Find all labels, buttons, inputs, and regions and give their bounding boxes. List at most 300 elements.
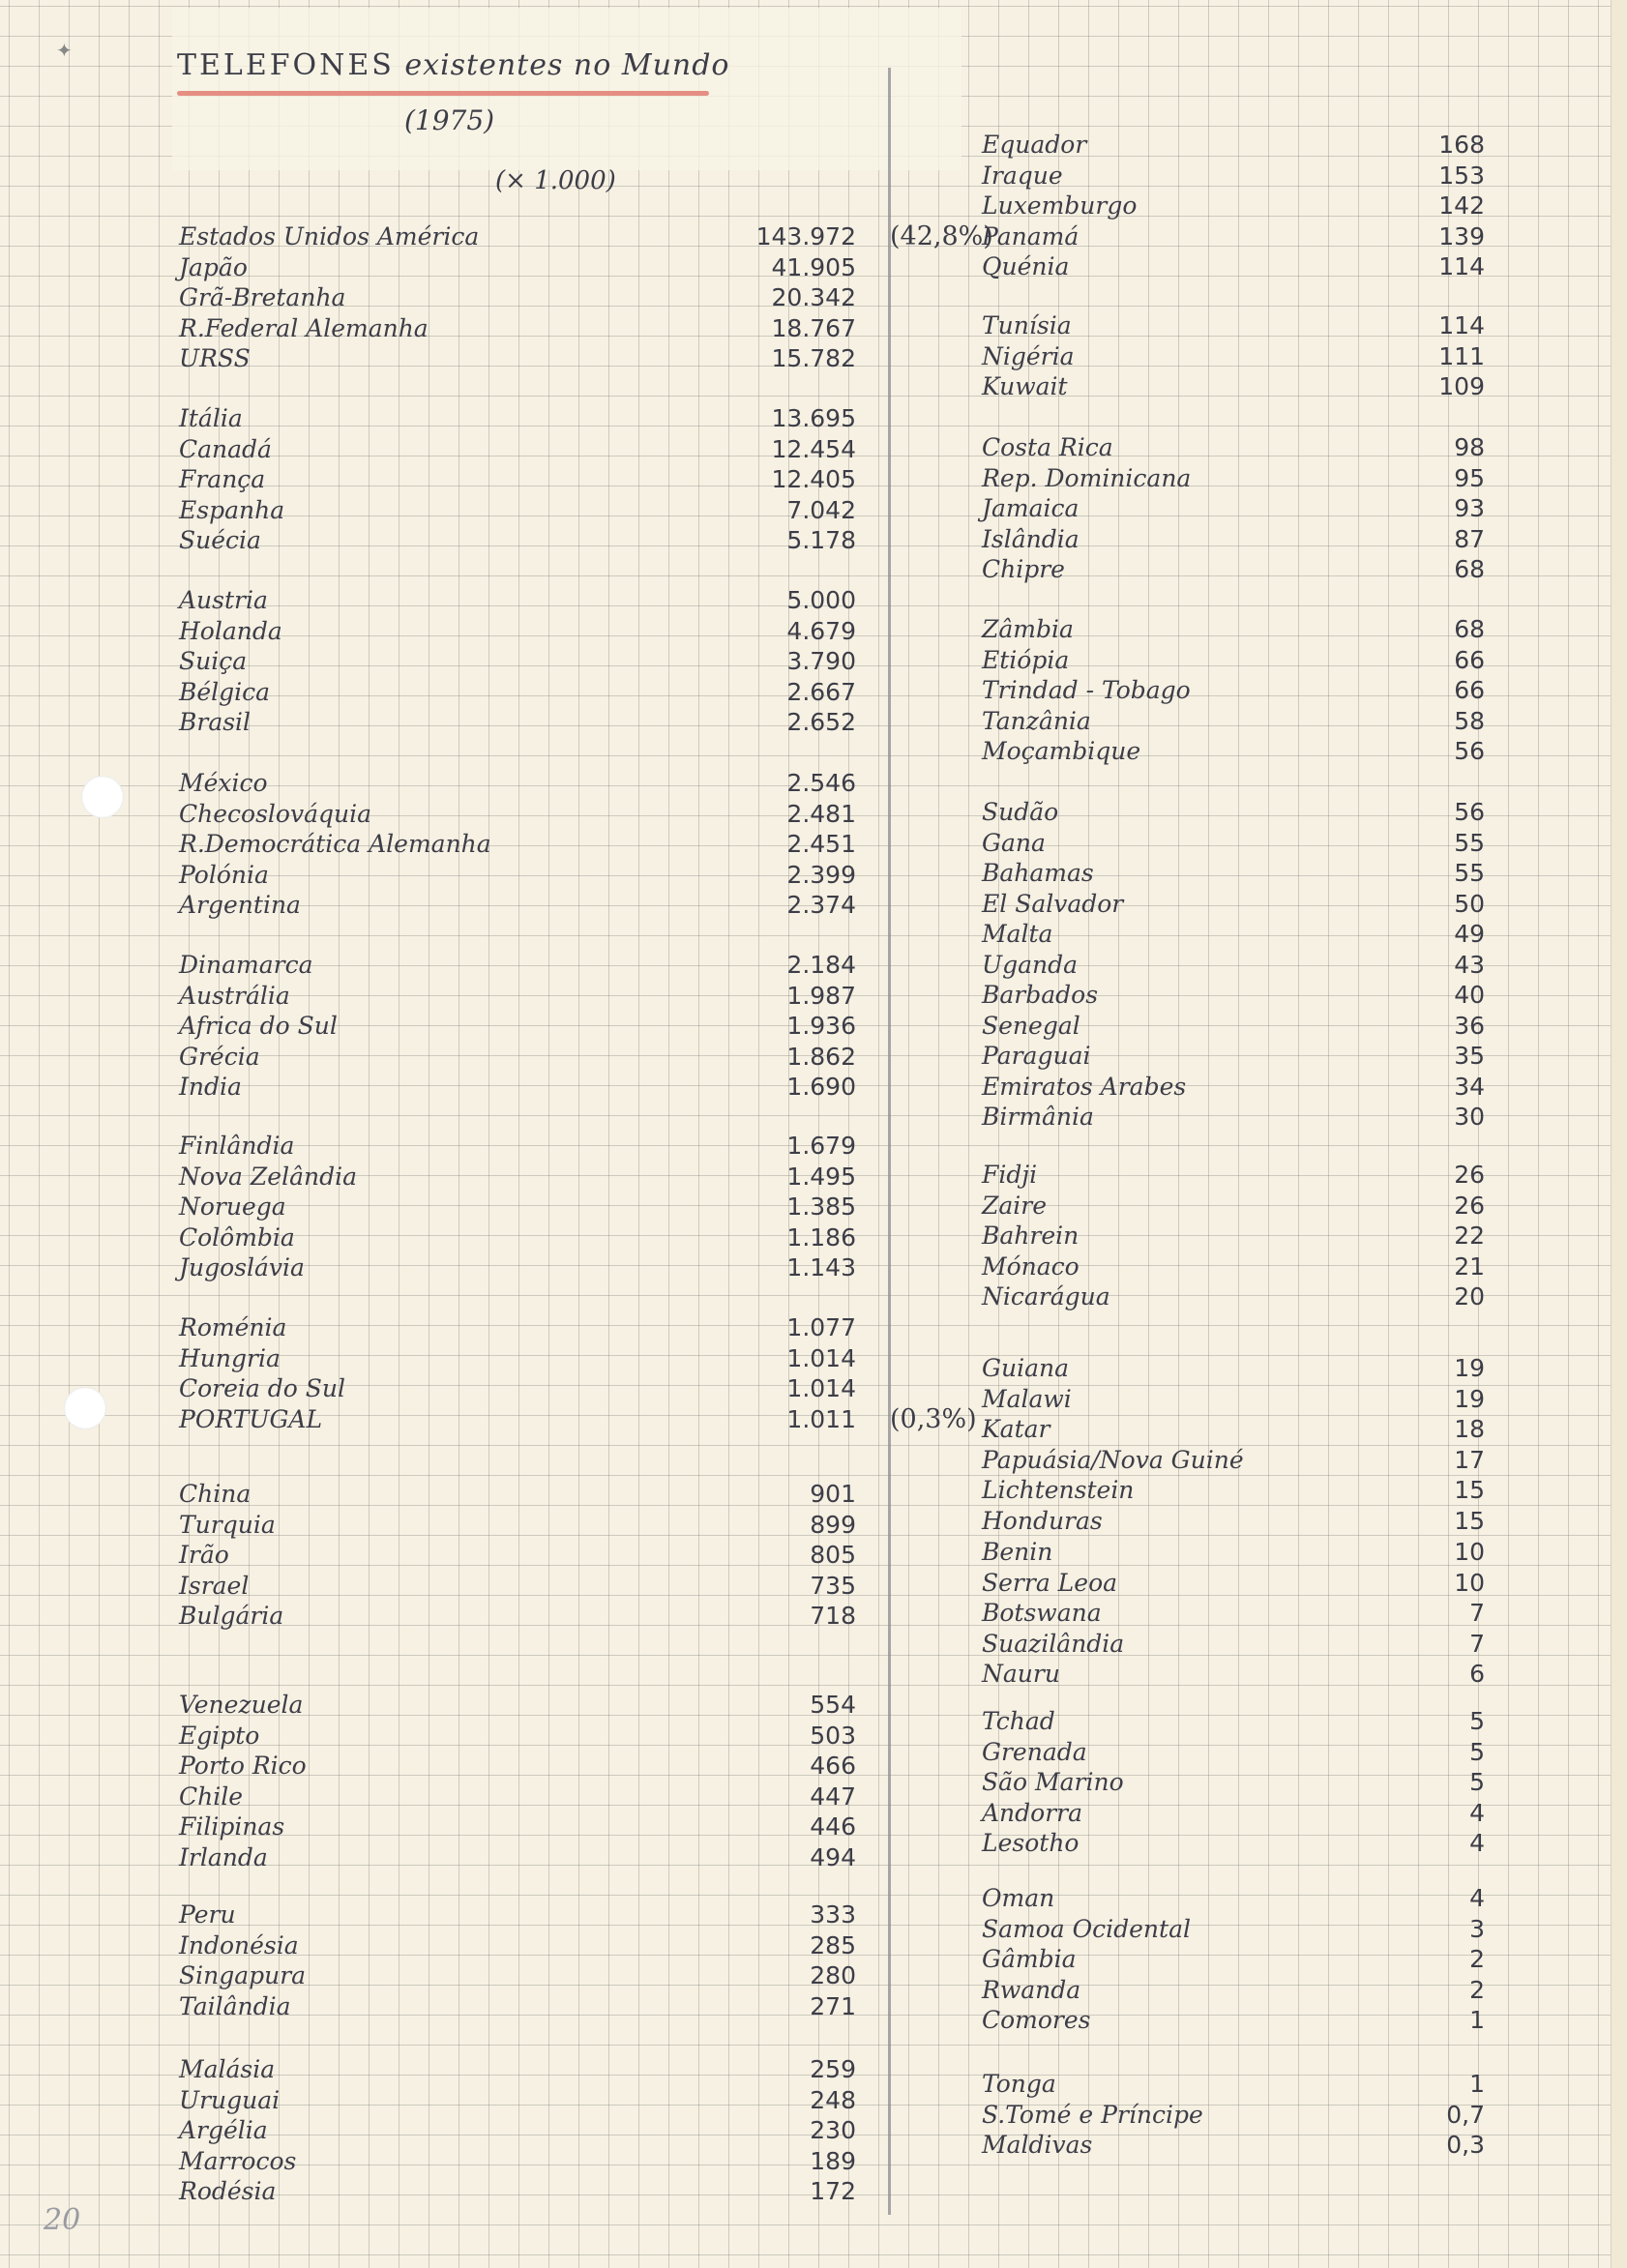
table-row xyxy=(179,1510,856,1540)
country-name: Bulgária xyxy=(179,1602,284,1630)
country-name: Nicarágua xyxy=(982,1282,1110,1311)
table-row xyxy=(179,1073,856,1102)
table-row xyxy=(982,1915,1494,1944)
country-name: Coreia do Sul xyxy=(179,1374,345,1402)
phone-count: 13.695 xyxy=(771,404,856,432)
phone-count: 494 xyxy=(810,1842,856,1871)
country-name: R.Democrática Alemanha xyxy=(179,830,491,858)
country-name: Serra Leoa xyxy=(982,1568,1118,1597)
table-row xyxy=(179,2055,856,2084)
country-name: Malawi xyxy=(982,1384,1072,1413)
country-name: Benin xyxy=(982,1538,1053,1566)
country-name: Honduras xyxy=(982,1506,1103,1535)
phone-count: 1.077 xyxy=(786,1313,856,1341)
table-row xyxy=(982,1103,1494,1132)
country-name: Dinamarca xyxy=(179,951,313,979)
table-row xyxy=(179,1132,856,1161)
table-row xyxy=(982,1476,1494,1505)
country-name: Moçambique xyxy=(982,737,1141,765)
phone-count: 19 xyxy=(1454,1384,1485,1413)
phone-count: 66 xyxy=(1454,645,1485,674)
table-row xyxy=(179,2116,856,2145)
phone-count: 1.495 xyxy=(786,1162,856,1191)
country-name: Venezuela xyxy=(179,1691,304,1719)
country-name: Finlândia xyxy=(179,1132,295,1160)
table-row xyxy=(179,1961,856,1990)
table-row xyxy=(982,951,1494,980)
country-name: Guiana xyxy=(982,1354,1069,1382)
table-row xyxy=(982,2131,1494,2160)
country-name: Grã-Bretanha xyxy=(179,283,346,311)
country-name: Barbados xyxy=(982,981,1099,1009)
table-row xyxy=(179,526,856,555)
country-name: Grenada xyxy=(982,1737,1087,1766)
phone-count: 901 xyxy=(810,1480,856,1508)
country-name: Rwanda xyxy=(982,1975,1081,2004)
table-row xyxy=(982,1630,1494,1659)
phone-count: 3.790 xyxy=(786,647,856,675)
country-name: Islândia xyxy=(982,524,1080,553)
phone-count: 58 xyxy=(1454,706,1485,735)
table-row xyxy=(179,434,856,464)
phone-count: 21 xyxy=(1454,1252,1485,1281)
phone-count: 41.905 xyxy=(771,252,856,281)
table-row xyxy=(982,829,1494,858)
phone-count: 55 xyxy=(1454,859,1485,887)
country-name: Fidji xyxy=(982,1161,1038,1189)
title-year: (1975) xyxy=(404,104,495,136)
phone-count: 1.936 xyxy=(786,1012,856,1040)
phone-count: 56 xyxy=(1454,798,1485,826)
country-name: Marrocos xyxy=(179,2146,297,2175)
table-row xyxy=(982,252,1494,281)
table-row xyxy=(179,951,856,980)
phone-count: 1.690 xyxy=(786,1073,856,1101)
phone-count: 333 xyxy=(810,1900,856,1929)
country-name: Espanha xyxy=(179,495,285,524)
country-name: Uganda xyxy=(982,950,1078,979)
phone-count: 10 xyxy=(1454,1568,1485,1597)
table-row xyxy=(179,1602,856,1631)
country-name: Andorra xyxy=(982,1798,1083,1827)
country-name: Mónaco xyxy=(982,1252,1080,1281)
phone-count: 554 xyxy=(810,1691,856,1719)
country-name: S.Tomé e Príncipe xyxy=(982,2100,1203,2129)
phone-count: 142 xyxy=(1438,191,1485,220)
table-row xyxy=(179,1374,856,1403)
country-name: Katar xyxy=(982,1415,1050,1443)
table-row xyxy=(179,677,856,707)
table-row xyxy=(179,1541,856,1570)
share-percent: (0,3%) xyxy=(890,1403,977,1434)
table-row xyxy=(179,1313,856,1342)
phone-count: 4 xyxy=(1469,1798,1485,1827)
phone-count: 1.186 xyxy=(786,1222,856,1252)
phone-count: 2.184 xyxy=(786,951,856,979)
table-row xyxy=(179,616,856,646)
country-name: Paraguai xyxy=(982,1042,1091,1070)
country-name: Irão xyxy=(179,1541,229,1569)
table-row xyxy=(179,495,856,525)
phone-count: 7 xyxy=(1469,1629,1485,1658)
table-row xyxy=(982,191,1494,221)
country-name: Rep. Dominicana xyxy=(982,463,1192,492)
phone-count: 1.987 xyxy=(786,981,856,1010)
country-name: Gâmbia xyxy=(982,1945,1077,1973)
phone-count: 7 xyxy=(1469,1599,1485,1627)
table-row xyxy=(179,1193,856,1222)
phone-count: 66 xyxy=(1454,676,1485,704)
table-row xyxy=(982,494,1494,523)
table-row xyxy=(179,252,856,282)
country-name: Jugoslávia xyxy=(179,1253,305,1281)
country-name: Birmânia xyxy=(982,1103,1094,1131)
phone-count: 15 xyxy=(1454,1476,1485,1504)
phone-count: 12.454 xyxy=(771,434,856,463)
table-row xyxy=(179,891,856,920)
country-name: Bahamas xyxy=(982,859,1094,887)
phone-count: 1.143 xyxy=(786,1253,856,1281)
phone-count: 718 xyxy=(810,1602,856,1630)
phone-count: 446 xyxy=(810,1812,856,1841)
country-name: Etiópia xyxy=(982,645,1070,674)
phone-count: 20 xyxy=(1454,1282,1485,1311)
phone-count: 1 xyxy=(1469,2070,1485,2098)
table-row xyxy=(982,1738,1494,1767)
country-name: Argentina xyxy=(179,891,301,919)
phone-count: 280 xyxy=(810,1961,856,1989)
country-name: Panamá xyxy=(982,221,1080,250)
phone-count: 36 xyxy=(1454,1011,1485,1040)
table-row xyxy=(982,222,1494,251)
table-row xyxy=(982,311,1494,340)
table-row xyxy=(179,313,856,343)
country-name: Suazilândia xyxy=(982,1629,1125,1658)
country-name: Zâmbia xyxy=(982,615,1074,643)
country-name: Turquia xyxy=(179,1510,276,1539)
phone-count: 2 xyxy=(1469,1975,1485,2004)
table-row xyxy=(982,707,1494,736)
table-row xyxy=(982,342,1494,371)
country-name: Roménia xyxy=(179,1313,287,1341)
phone-count: 95 xyxy=(1454,463,1485,492)
table-row xyxy=(179,1012,856,1041)
phone-count: 5 xyxy=(1469,1768,1485,1796)
country-name: Argélia xyxy=(179,2116,268,2144)
country-name: Grécia xyxy=(179,1042,260,1071)
phone-count: 114 xyxy=(1438,311,1485,339)
phone-count: 3 xyxy=(1469,1914,1485,1943)
phone-count: 0,7 xyxy=(1446,2100,1485,2129)
table-row xyxy=(982,1354,1494,1383)
phone-count: 447 xyxy=(810,1782,856,1811)
phone-count: 35 xyxy=(1454,1042,1485,1070)
country-name: Filipinas xyxy=(179,1812,285,1841)
phone-count: 34 xyxy=(1454,1072,1485,1101)
phone-count: 466 xyxy=(810,1752,856,1780)
phone-count: 87 xyxy=(1454,524,1485,553)
phone-count: 4.679 xyxy=(786,616,856,645)
country-name: Brasil xyxy=(179,708,251,736)
country-name: Botswana xyxy=(982,1599,1102,1627)
country-name: Hungria xyxy=(179,1343,281,1372)
phone-count: 248 xyxy=(810,2085,856,2114)
country-name: China xyxy=(179,1480,251,1508)
country-name: Japão xyxy=(179,252,248,281)
phone-count: 22 xyxy=(1454,1222,1485,1250)
country-name: URSS xyxy=(179,344,251,372)
table-row xyxy=(179,1162,856,1192)
phone-count: 93 xyxy=(1454,494,1485,522)
country-name: Kuwait xyxy=(982,372,1068,400)
unit-note: (× 1.000) xyxy=(495,166,616,195)
phone-count: 40 xyxy=(1454,981,1485,1009)
country-name: Colômbia xyxy=(179,1222,295,1252)
country-name: Chile xyxy=(179,1782,244,1811)
phone-count: 26 xyxy=(1454,1191,1485,1220)
country-name: R.Federal Alemanha xyxy=(179,313,429,342)
country-name: Nova Zelândia xyxy=(179,1162,357,1191)
table-row xyxy=(179,1721,856,1751)
phone-count: 6 xyxy=(1469,1660,1485,1688)
phone-count: 1.385 xyxy=(786,1193,856,1221)
phone-count: 189 xyxy=(810,2146,856,2175)
phone-count: 2.546 xyxy=(786,769,856,797)
punch-hole-icon xyxy=(64,1387,106,1429)
phone-count: 5 xyxy=(1469,1707,1485,1735)
table-row xyxy=(982,555,1494,584)
table-row xyxy=(982,1538,1494,1567)
country-name: México xyxy=(179,769,268,797)
country-name: PORTUGAL xyxy=(179,1404,323,1433)
phone-count: 139 xyxy=(1438,221,1485,250)
country-name: Canadá xyxy=(179,434,272,463)
country-name: Tonga xyxy=(982,2070,1056,2098)
table-row xyxy=(179,404,856,433)
phone-count: 143.972 xyxy=(755,222,856,250)
country-name: Senegal xyxy=(982,1011,1080,1040)
phone-count: 49 xyxy=(1454,920,1485,948)
table-row xyxy=(982,737,1494,766)
page-title xyxy=(177,48,912,82)
phone-count: 5.178 xyxy=(786,526,856,554)
phone-count: 68 xyxy=(1454,555,1485,583)
table-row xyxy=(179,1253,856,1282)
share-percent: (42,8%) xyxy=(890,221,993,251)
country-name: Suiça xyxy=(179,647,248,675)
phone-count: 15 xyxy=(1454,1506,1485,1535)
country-name: Israel xyxy=(179,1571,250,1600)
table-row xyxy=(982,433,1494,462)
country-name: Tanzânia xyxy=(982,706,1091,735)
table-row xyxy=(982,2006,1494,2035)
country-name: El Salvador xyxy=(982,889,1124,918)
country-name: Equador xyxy=(982,131,1087,159)
country-name: Holanda xyxy=(179,616,282,645)
phone-count: 4 xyxy=(1469,1884,1485,1912)
table-row xyxy=(982,1829,1494,1858)
corner-page-mark: 20 xyxy=(44,2203,81,2237)
country-name: Porto Rico xyxy=(179,1752,307,1780)
country-name: Checoslováquia xyxy=(179,799,371,828)
table-row xyxy=(982,1012,1494,1041)
table-row xyxy=(982,1282,1494,1311)
table-row xyxy=(179,1991,856,2021)
phone-count: 230 xyxy=(810,2116,856,2144)
country-name: Oman xyxy=(982,1884,1055,1912)
country-name: Maldivas xyxy=(982,2131,1093,2159)
table-row xyxy=(179,465,856,494)
table-row xyxy=(982,981,1494,1010)
country-name: Lichtenstein xyxy=(982,1476,1135,1504)
phone-count: 111 xyxy=(1438,341,1485,370)
title-caps: TELEFONES xyxy=(177,48,395,82)
country-name: Austria xyxy=(179,586,268,614)
phone-count: 153 xyxy=(1438,161,1485,190)
table-row xyxy=(179,1343,856,1373)
country-name: Austrália xyxy=(179,981,290,1010)
table-row xyxy=(179,221,993,251)
phone-count: 1.014 xyxy=(786,1343,856,1372)
title-label-patch xyxy=(172,8,961,170)
phone-count: 735 xyxy=(810,1571,856,1600)
country-name: Singapura xyxy=(179,1961,307,1989)
phone-count: 17 xyxy=(1454,1445,1485,1474)
table-row xyxy=(982,1768,1494,1797)
country-name: Bahrein xyxy=(982,1222,1080,1250)
country-name: Trindad - Tobago xyxy=(982,676,1191,704)
phone-count: 12.405 xyxy=(771,465,856,493)
phone-count: 10 xyxy=(1454,1538,1485,1566)
table-row xyxy=(982,1042,1494,1071)
phone-count: 805 xyxy=(810,1541,856,1569)
table-row xyxy=(982,890,1494,919)
table-row xyxy=(982,1507,1494,1536)
table-row xyxy=(982,1385,1494,1414)
phone-count: 1.679 xyxy=(786,1132,856,1160)
table-row xyxy=(982,1799,1494,1828)
table-row xyxy=(179,1842,856,1872)
phone-count: 18 xyxy=(1454,1415,1485,1443)
title-rest: existentes no Mundo xyxy=(404,48,730,82)
phone-count: 43 xyxy=(1454,950,1485,979)
table-row xyxy=(982,1884,1494,1913)
country-name: Indonésia xyxy=(179,1930,299,1959)
table-row xyxy=(179,860,856,890)
table-row xyxy=(982,1222,1494,1251)
phone-count: 1 xyxy=(1469,2006,1485,2034)
table-row xyxy=(982,1415,1494,1444)
country-name: Iraque xyxy=(982,161,1063,190)
phone-count: 2.451 xyxy=(786,830,856,858)
table-row xyxy=(179,708,856,737)
country-name: Quénia xyxy=(982,252,1070,280)
pin-mark-icon: ✦ xyxy=(56,39,73,62)
country-name: Tailândia xyxy=(179,1991,291,2020)
table-row xyxy=(982,2070,1494,2099)
country-name: Egipto xyxy=(179,1721,260,1750)
country-name: India xyxy=(179,1073,242,1101)
country-name: Polónia xyxy=(179,860,269,889)
table-row xyxy=(179,1782,856,1811)
table-row xyxy=(179,830,856,859)
table-row xyxy=(179,647,856,676)
phone-count: 285 xyxy=(810,1930,856,1959)
phone-count: 0,3 xyxy=(1446,2131,1485,2159)
table-row xyxy=(982,1252,1494,1281)
table-row xyxy=(982,1707,1494,1736)
country-name: França xyxy=(179,465,266,493)
phone-count: 2.481 xyxy=(786,799,856,828)
phone-count: 172 xyxy=(810,2177,856,2205)
phone-count: 68 xyxy=(1454,615,1485,643)
phone-count: 2.374 xyxy=(786,891,856,919)
phone-count: 50 xyxy=(1454,889,1485,918)
country-name: Samoa Ocidental xyxy=(982,1914,1191,1943)
table-row xyxy=(179,981,856,1011)
table-row xyxy=(179,2177,856,2206)
phone-count: 56 xyxy=(1454,737,1485,765)
phone-count: 2.399 xyxy=(786,860,856,889)
country-name: Comores xyxy=(982,2006,1091,2034)
country-name: Chipre xyxy=(982,555,1065,583)
country-name: Peru xyxy=(179,1900,236,1929)
table-row xyxy=(982,920,1494,949)
table-row xyxy=(982,1192,1494,1221)
table-row xyxy=(179,799,856,829)
table-row xyxy=(179,1691,856,1720)
country-name: Lesotho xyxy=(982,1829,1080,1857)
country-name: Zaire xyxy=(982,1191,1048,1220)
country-name: Tchad xyxy=(982,1707,1055,1735)
phone-count: 114 xyxy=(1438,252,1485,280)
punch-hole-icon xyxy=(81,776,124,818)
table-row xyxy=(982,1945,1494,1974)
country-name: Itália xyxy=(179,404,243,432)
phone-count: 7.042 xyxy=(786,495,856,524)
table-row xyxy=(982,1161,1494,1190)
table-row xyxy=(982,464,1494,493)
country-name: Gana xyxy=(982,828,1046,857)
phone-count: 30 xyxy=(1454,1103,1485,1131)
country-name: Sudão xyxy=(982,798,1059,826)
phone-count: 271 xyxy=(810,1991,856,2020)
country-name: Nauru xyxy=(982,1660,1060,1688)
table-row xyxy=(982,1599,1494,1628)
title-underline xyxy=(177,91,709,96)
country-name: Rodésia xyxy=(179,2177,277,2205)
table-row xyxy=(179,1812,856,1841)
country-name: Luxemburgo xyxy=(982,191,1138,220)
table-row xyxy=(982,1073,1494,1102)
country-name: São Marino xyxy=(982,1768,1124,1796)
table-row xyxy=(179,1930,856,1960)
table-row xyxy=(179,1752,856,1781)
table-row xyxy=(982,2101,1494,2130)
table-row xyxy=(179,586,856,615)
table-row xyxy=(179,769,856,798)
table-row xyxy=(179,1480,856,1509)
country-name: Papuásia/Nova Guiné xyxy=(982,1445,1244,1474)
country-name: Irlanda xyxy=(179,1842,268,1871)
table-row xyxy=(982,1660,1494,1689)
phone-count: 20.342 xyxy=(771,283,856,311)
country-name: Bélgica xyxy=(179,677,271,706)
table-row xyxy=(179,1222,856,1252)
phone-count: 259 xyxy=(810,2055,856,2083)
phone-count: 4 xyxy=(1469,1829,1485,1857)
phone-count: 15.782 xyxy=(771,344,856,372)
